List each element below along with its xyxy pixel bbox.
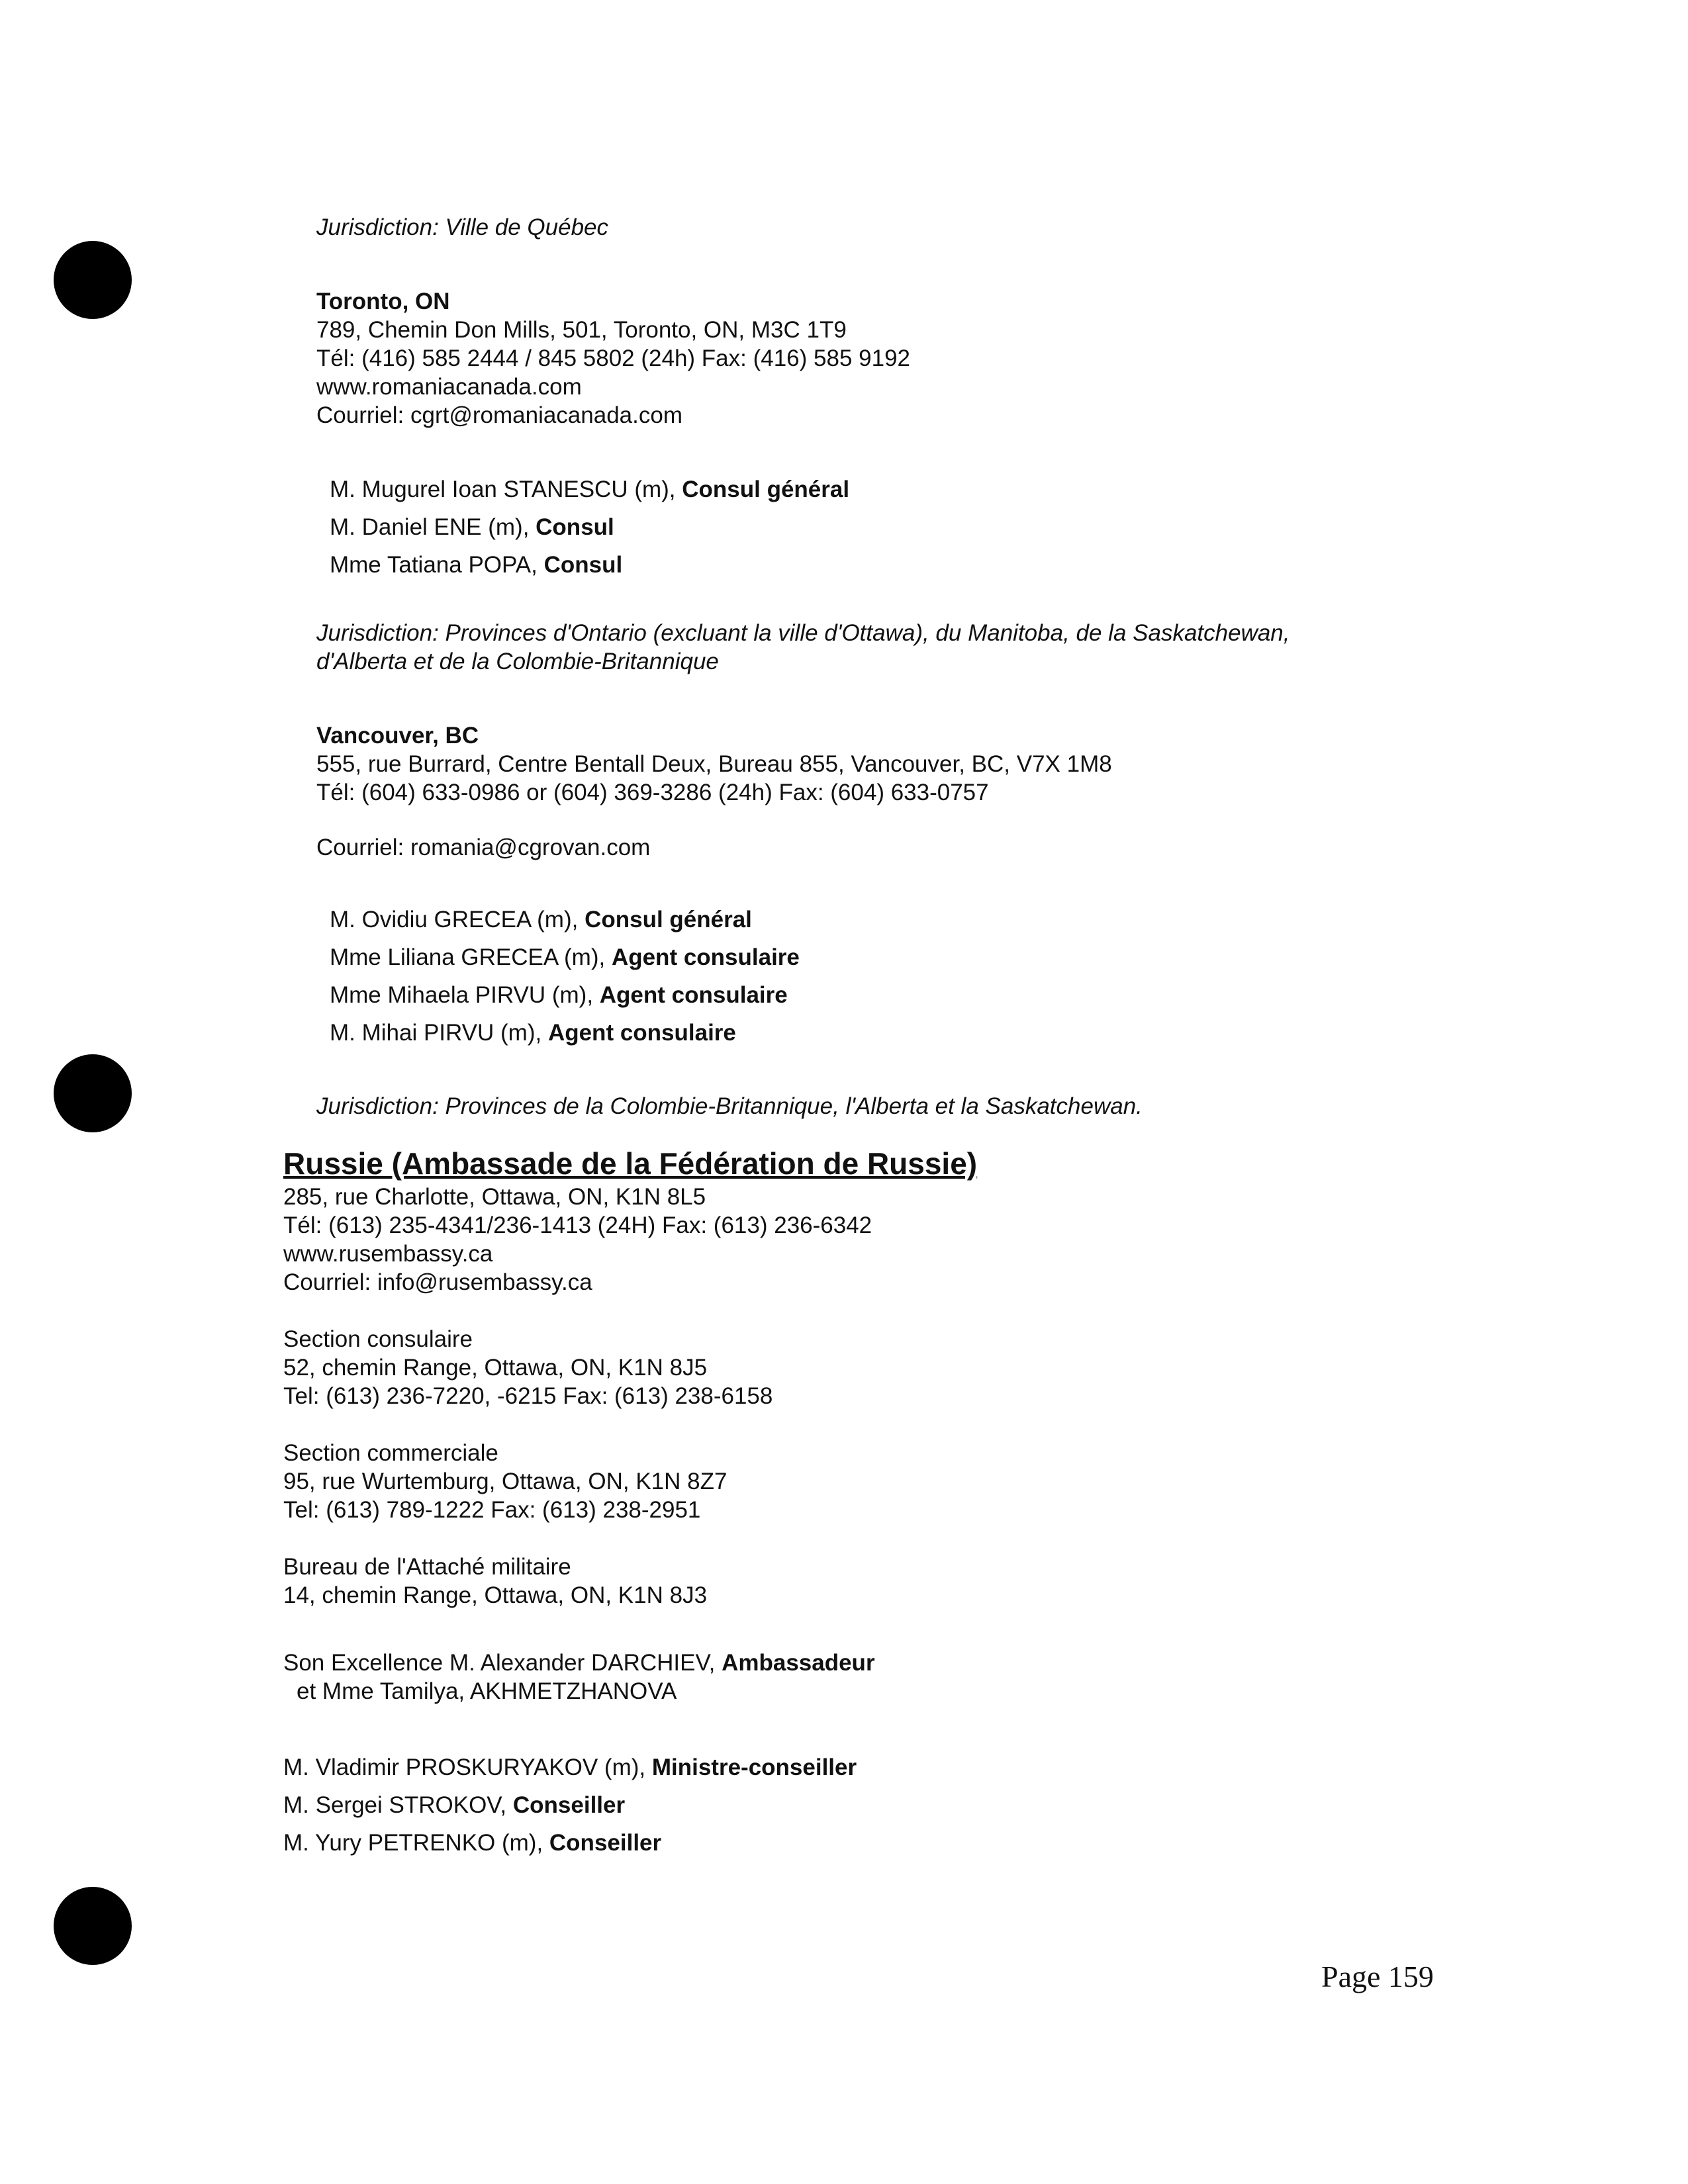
quebec-jurisdiction — [316, 213, 1508, 242]
toronto-address: 789, Chemin Don Mills, 501, Toronto, ON, M3C 1T9 — [316, 317, 847, 343]
jurisdiction-text-line1: Provinces d'Ontario (excluant la ville d'Ottawa), du Manitoba, de la Saskatchewan, — [445, 620, 1290, 646]
vancouver-phone: Tél: (604) 633-0986 or (604) 369-3286 (24h) Fax: (604) 633-0757 — [316, 780, 989, 805]
staff-entry — [330, 1019, 800, 1056]
vancouver-staff-list — [330, 905, 800, 1056]
binder-hole-top — [54, 241, 132, 319]
commercial-section-name: Section commerciale — [283, 1440, 498, 1466]
staff-name: M. Vladimir PROSKURYAKOV (m), — [283, 1754, 652, 1780]
staff-title: Conseiller — [512, 1792, 626, 1818]
staff-title: Ministre-conseiller — [651, 1754, 857, 1780]
military-attache-address: 14, chemin Range, Ottawa, ON, K1N 8J3 — [283, 1582, 708, 1608]
jurisdiction-text: Provinces de la Colombie-Britannique, l'Alberta et la Saskatchewan. — [445, 1093, 1143, 1119]
staff-entry — [283, 1829, 857, 1866]
ambassador-name: Son Excellence M. Alexander DARCHIEV, — [283, 1650, 722, 1676]
jurisdiction-label: Jurisdiction: — [316, 620, 439, 646]
jurisdiction-text-line2: d'Alberta et de la Colombie-Britannique — [316, 649, 719, 674]
staff-title: Consul — [543, 552, 623, 578]
toronto-city: Toronto, ON — [316, 289, 450, 314]
staff-title: Consul général — [682, 477, 850, 502]
staff-name: Mme Liliana GRECEA (m), — [330, 944, 612, 970]
staff-title: Agent consulaire — [611, 944, 800, 970]
staff-title: Agent consulaire — [547, 1020, 736, 1046]
staff-name: Mme Tatiana POPA, — [330, 552, 544, 578]
binder-hole-middle — [54, 1054, 132, 1132]
toronto-phone: Tél: (416) 585 2444 / 845 5802 (24h) Fax: (416) 585 9192 — [316, 345, 910, 371]
toronto-website[interactable]: www.romaniacanada.com — [316, 374, 582, 400]
embassy-email[interactable]: Courriel: info@rusembassy.ca — [283, 1269, 592, 1295]
consular-section-phone: Tel: (613) 236-7220, -6215 Fax: (613) 238-6158 — [283, 1383, 773, 1409]
jurisdiction-label: Jurisdiction: — [316, 1093, 439, 1119]
toronto-consulate — [316, 287, 1508, 430]
staff-name: M. Mugurel Ioan STANESCU (m), — [330, 477, 682, 502]
staff-title: Conseiller — [549, 1830, 662, 1856]
staff-entry — [283, 1791, 857, 1829]
staff-entry — [283, 1753, 857, 1791]
commercial-section-phone: Tel: (613) 789-1222 Fax: (613) 238-2951 — [283, 1497, 701, 1523]
country-heading-russia: Russie (Ambassade de la Fédération de Russie) — [283, 1146, 978, 1181]
staff-title: Consul — [536, 514, 614, 540]
staff-entry — [330, 513, 849, 551]
staff-name: M. Mihai PIRVU (m), — [330, 1020, 548, 1046]
jurisdiction-text: Ville de Québec — [445, 214, 609, 240]
staff-name: M. Sergei STROKOV, — [283, 1792, 513, 1818]
ambassador-title: Ambassadeur — [722, 1650, 875, 1676]
embassy-website[interactable]: www.rusembassy.ca — [283, 1241, 493, 1267]
toronto-jurisdiction — [316, 619, 1508, 676]
consular-section-name: Section consulaire — [283, 1326, 473, 1352]
jurisdiction-label: Jurisdiction: — [316, 214, 439, 240]
staff-entry — [330, 981, 800, 1019]
russia-staff-list — [283, 1753, 857, 1866]
staff-name: M. Ovidiu GRECEA (m), — [330, 907, 585, 933]
page-number: Page 159 — [1321, 1960, 1434, 1993]
military-attache-name: Bureau de l'Attaché militaire — [283, 1554, 571, 1580]
staff-title: Consul général — [585, 907, 752, 933]
vancouver-consulate — [316, 721, 1508, 862]
toronto-email[interactable]: Courriel: cgrt@romaniacanada.com — [316, 402, 682, 428]
commercial-section-address: 95, rue Wurtemburg, Ottawa, ON, K1N 8Z7 — [283, 1469, 727, 1494]
vancouver-email[interactable]: Courriel: romania@cgrovan.com — [316, 835, 651, 860]
vancouver-city: Vancouver, BC — [316, 723, 479, 749]
staff-entry — [330, 905, 800, 943]
staff-title: Agent consulaire — [599, 982, 788, 1008]
staff-entry — [330, 551, 849, 588]
staff-entry — [330, 943, 800, 981]
russia-embassy — [283, 1183, 1475, 1610]
embassy-phone: Tél: (613) 235-4341/236-1413 (24H) Fax: (613) 236-6342 — [283, 1212, 872, 1238]
ambassador-spouse: et Mme Tamilya, AKHMETZHANOVA — [297, 1678, 677, 1704]
consular-section-address: 52, chemin Range, Ottawa, ON, K1N 8J5 — [283, 1355, 708, 1381]
vancouver-jurisdiction — [316, 1092, 1508, 1120]
vancouver-address: 555, rue Burrard, Centre Bentall Deux, Bureau 855, Vancouver, BC, V7X 1M8 — [316, 751, 1112, 777]
staff-name: M. Yury PETRENKO (m), — [283, 1830, 549, 1856]
binder-hole-bottom — [54, 1887, 132, 1965]
staff-entry — [330, 475, 849, 513]
ambassador-entry — [283, 1649, 1475, 1706]
staff-name: M. Daniel ENE (m), — [330, 514, 536, 540]
embassy-address: 285, rue Charlotte, Ottawa, ON, K1N 8L5 — [283, 1184, 706, 1210]
toronto-staff-list — [330, 475, 849, 588]
staff-name: Mme Mihaela PIRVU (m), — [330, 982, 600, 1008]
